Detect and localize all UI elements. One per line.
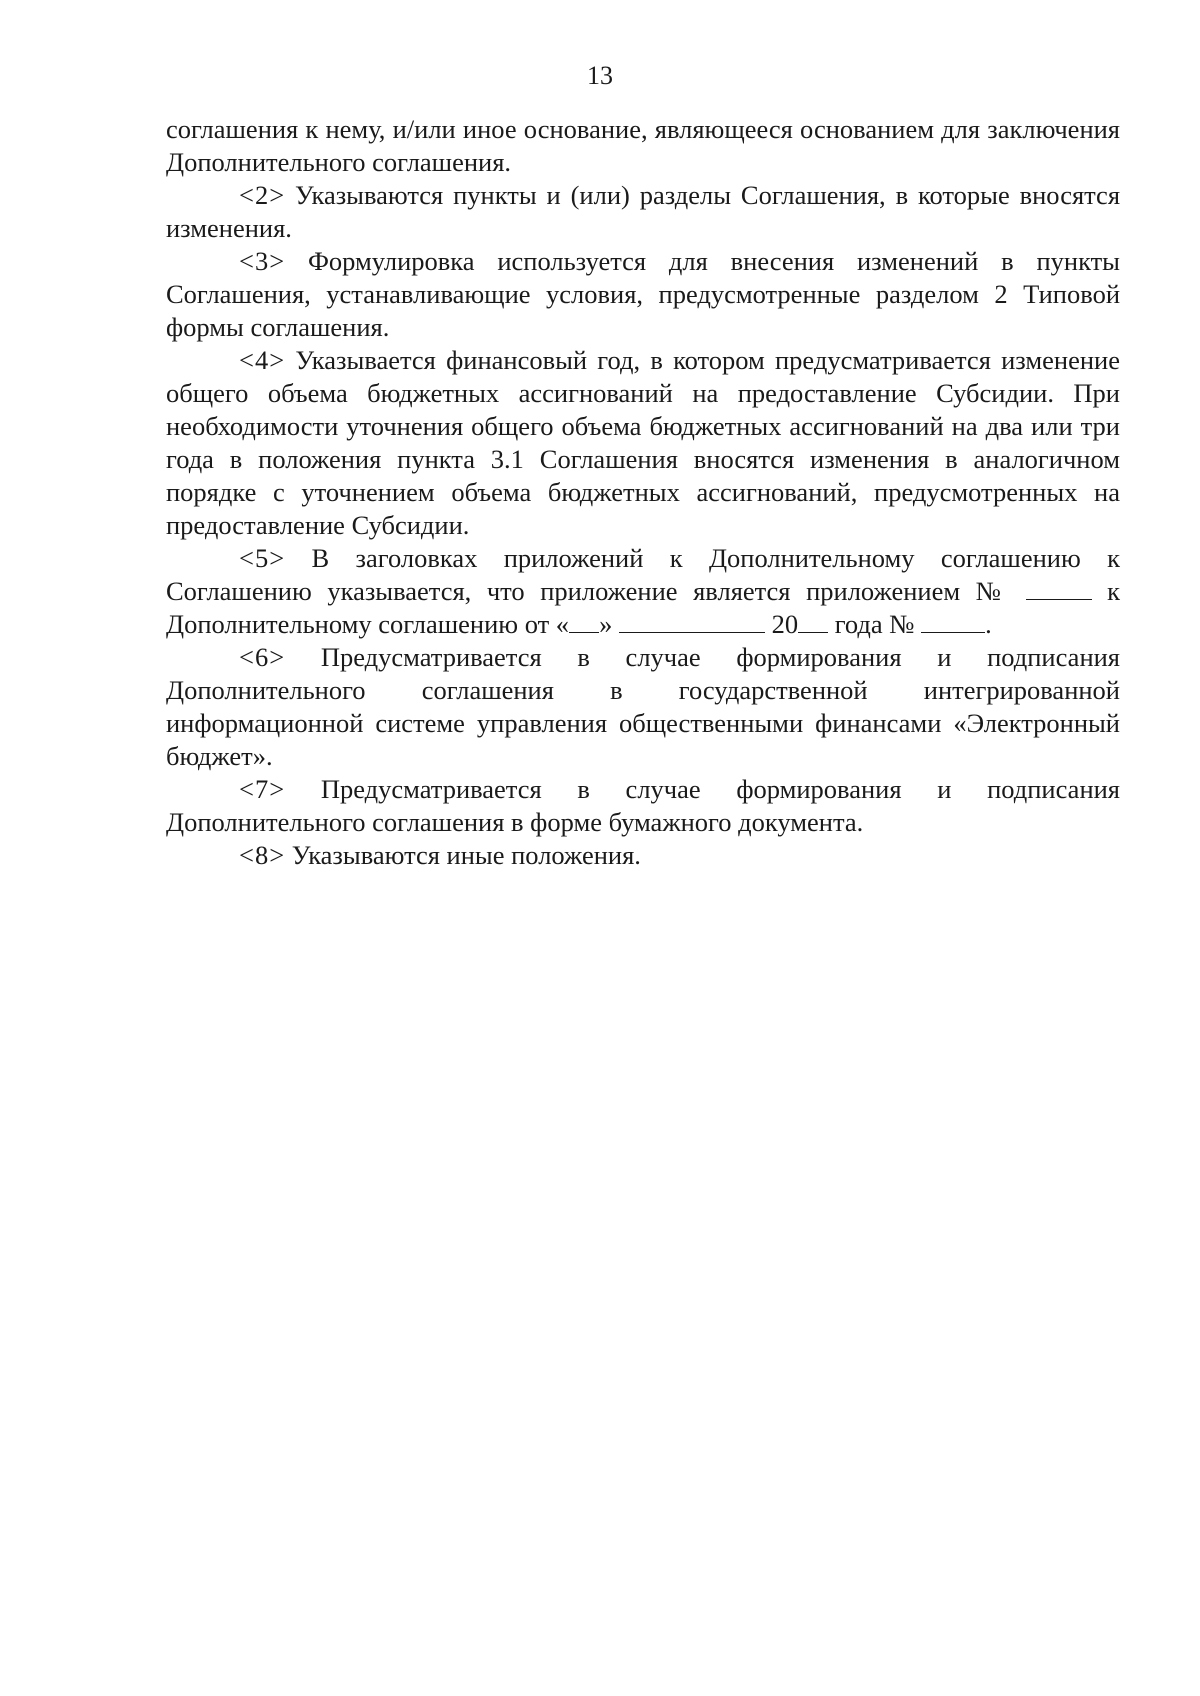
footnote-6: [166, 641, 1120, 773]
footnote-text: Указываются иные положения.: [291, 840, 641, 870]
footnote-marker: <8>: [239, 840, 286, 870]
blank-day: [569, 610, 599, 633]
footnote-text: .: [985, 609, 992, 639]
footnote-7: [166, 773, 1120, 839]
footnote-3: [166, 245, 1120, 344]
footnote-text: »: [599, 609, 613, 639]
footnote-text: Указываются пункты и (или) разделы Соглашения, в которые вносятся изменения.: [166, 180, 1121, 243]
footnote-text: года №: [834, 609, 915, 639]
footnote-5: [166, 542, 1120, 641]
blank-month: [619, 610, 765, 633]
footnote-marker: <7>: [239, 774, 286, 804]
footnote-8: [166, 839, 1120, 872]
footnote-text: Формулировка используется для внесения изменений в пункты Соглашения, устанавливающие условия, предусмотренные разделом 2 Типовой формы соглашения.: [166, 246, 1120, 342]
footnote-text: Указывается финансовый год, в котором предусматривается изменение общего объема бюджетных ассигнований на предоставление Субсидии. При необходимости уточнения общего объема бюджетных ассигнований на два или три года в положения пункта 3.1 Соглашения вносятся изменения в аналогичном порядке с уточнением объема бюджетных ассигнований, предусмотренных на предоставление Субсидии.: [166, 345, 1120, 540]
footnote-marker: <5>: [239, 543, 286, 573]
blank-year: [798, 610, 828, 633]
footnote-marker: <4>: [239, 345, 286, 375]
footnote-continuation: соглашения к нему, и/или иное основание, являющееся основанием для заключения Дополнительного соглашения.: [166, 114, 1120, 177]
footnote-text: 20: [771, 609, 799, 639]
page-number: 13: [587, 61, 613, 90]
footnote-text: Предусматривается в случае формирования и подписания Дополнительного соглашения в государственной интегрированной информационной системе управления общественными финансами «Электронный бюджет».: [166, 642, 1120, 771]
footnote-text: В заголовках приложений к Дополнительному соглашению к Соглашению указывается, что приложение является приложением №: [166, 543, 1120, 606]
footnote-marker: <6>: [239, 642, 286, 672]
blank-agreement-number: [921, 610, 985, 633]
footnote-text: Предусматривается в случае формирования и подписания Дополнительного соглашения в форме бумажного документа.: [166, 774, 1120, 837]
document-body: [166, 113, 1120, 872]
blank-appendix-number: [1026, 577, 1092, 600]
footnote-4: [166, 344, 1120, 542]
footnote-2: [166, 179, 1120, 245]
footnote-text: к Дополнительному соглашению от «: [166, 576, 1121, 639]
footnote-marker: <2>: [239, 180, 286, 210]
footnote-marker: <3>: [239, 246, 286, 276]
